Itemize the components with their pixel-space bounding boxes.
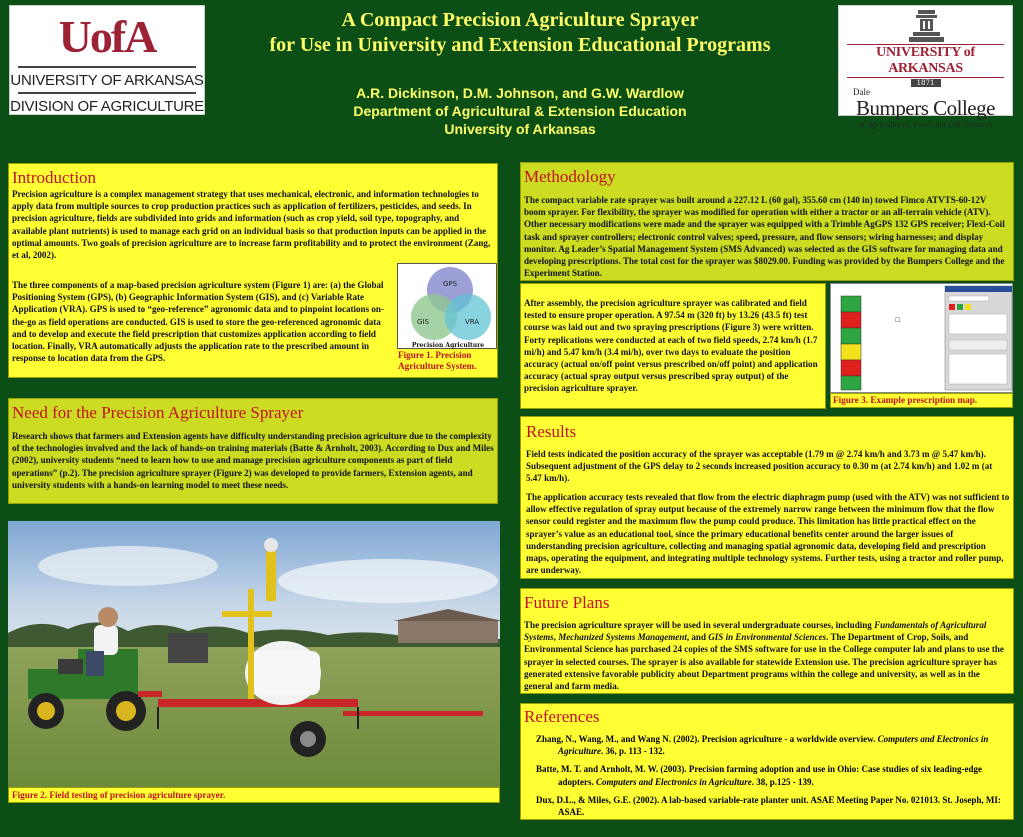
figure-3-prescription-map — [830, 283, 1013, 393]
vra-circle — [445, 294, 491, 340]
future-plans-paragraph — [524, 619, 1010, 692]
college-subtitle: of Agricultural, Food and Life Sciences — [858, 119, 993, 129]
bumpers-university-text: UNIVERSITY of ARKANSAS — [847, 44, 1004, 78]
venn-title: Precision Agriculture — [411, 342, 485, 349]
bumpers-college-logo — [838, 5, 1013, 129]
logo-divider — [18, 66, 196, 68]
university-line: University of Arkansas — [444, 121, 596, 137]
college-name: Bumpers College — [856, 96, 995, 120]
results-paragraph-1: Field tests indicated the position accuracy of the sprayer was acceptable (1.79 m @ 2.74 km/h and 3.73 m @ 5.47 km/h). Subsequent adjustment of the GPS delay to 2 seconds increased position accuracy to 0.30 m (at 2.74 km/h) and 1.02 m (at 5.47 km/h). — [526, 449, 993, 484]
logo-division-text: DIVISION OF AGRICULTURE — [10, 98, 204, 115]
reference-2 — [536, 763, 1008, 787]
references-heading: References — [524, 707, 600, 726]
introduction-heading: Introduction — [12, 168, 97, 187]
reference-1 — [536, 733, 1008, 757]
ref-2-authors: Batte, M. T. and Arnholt, M. W. (2003). Precision farming adoption and use in Ohio: Case studies of six leading-edge adopters. — [536, 764, 983, 787]
course-1: Fundamentals of Agricultural Systems — [524, 620, 987, 643]
poster-authors — [210, 84, 830, 138]
authors-line: A.R. Dickinson, D.M. Johnson, and G.W. Wardlow — [356, 85, 684, 101]
methodology-paragraph-2: After assembly, the precision agriculture sprayer was calibrated and field tested to ensure proper operation. A 97.54 m (320 ft) by 13.26 (43.5 ft) test course was laid out and two spraying prescriptions (Figure 3) were written. Forty replications were conducted at each of two field speeds, 2.74 km/h (1.7 mi/h) and 5.47 km/h (3.4 mi/h), over two days to evaluate the position accuracy (actual on/off point versus prescribed on/off point) and application accuracy (actual spray output versus prescribed spray output) of the precision agriculture sprayer. — [524, 298, 818, 394]
need-heading: Need for the Precision Agriculture Sprayer — [12, 403, 304, 422]
results-heading: Results — [526, 422, 577, 441]
course-2: Mechanized Systems Management — [558, 632, 687, 643]
methodology-paragraph-1: The compact variable rate sprayer was built around a 227.12 L (60 gal), 355.60 cm (140 in) towed Fimco ATVTS-60-12V boom sprayer. For flexibility, the sprayer was modified for operation with either a tractor or an all-terrain vehicle (ATV). Other necessary modifications were made and the sprayer was equipped with a Trimble AgGPS 132 GPS receiver; Flexi-Coil task and sprayer controllers; electronic control valves; speed, pressure, and flow sensors; wiring harnesses; and display monitor. Ag Leader’s Spatial Management System (SMS Advanced) was selected as the GIS software for managing data and developing prescriptions. The total cost for the sprayer was $8029.00. Funding was provided by the Bumpers College and the Experiment Station. — [524, 195, 1005, 279]
poster-title — [210, 8, 830, 58]
ref-2-journal: Computers and Electronics in Agriculture — [596, 776, 752, 787]
future-plans-heading: Future Plans — [524, 593, 610, 612]
need-paragraph: Research shows that farmers and Extension agents have difficulty understanding precision agriculture due to the complexity of the technologies involved and the lack of hands-on training materials (Batte & Arnholt, 2003). According to Dux and Miles (2002), university students “need to learn how to use and manage precision agriculture components as part of field operations” (p.2). The precision agriculture sprayer (Figure 2) was developed to provide farmers, Extension agents, and university students with a hands-on learning model to meet these needs. — [12, 431, 494, 490]
venn-label-gps: GPS — [442, 280, 458, 288]
course-3: GIS in Environmental Sciences — [708, 632, 827, 643]
old-main-tower-icon — [839, 6, 1014, 44]
svg-text:☐: ☐ — [895, 317, 901, 324]
venn-label-vra: VRA — [464, 318, 480, 326]
future-sep-2: , and — [686, 632, 709, 643]
uofa-logo-mark: UofA — [58, 11, 156, 62]
logo-divider — [18, 92, 196, 94]
introduction-paragraph-1: Precision agriculture is a complex management strategy that uses mechanical, electronic, and information technologies to apply data from multiple sources to crop production practices such as application of fertilizers, pesticides, and seeds. In precision agriculture, fields are subdivided into grids and information (such as crop yield, soil type, topography, and available plant nutrients) is used to manage each grid on an individual basis so that production inputs can be applied in the optimal amounts. Two goals of precision agriculture are to increase farm profitability and to protect the environment (Zang, et al, 2002). — [12, 189, 491, 261]
title-line-2: for Use in University and Extension Educational Programs — [269, 34, 771, 56]
results-paragraph-2: The application accuracy tests revealed that flow from the electric diaphragm pump (used with the ATV) was not sufficient to allow effective regulation of spray output because of the extremely narrow range between the minimum flow that the flow sensor could register and the maximum flow the pump could produce. This limitation has little practical effect on the sprayer’s value as an educational tool, since the primary educational benefits center around the larger issues of understanding precision agriculture, collecting and managing spatial agronomic data, developing field and prescription maps, operating the equipment, and integrating multiple technology systems. Further tests, using a tractor and roller pump, are underway. — [526, 492, 1010, 576]
ref-1-authors: Zhang, N., Wang, M., and Wang N. (2002). Precision agriculture - a worldwide overview. — [536, 734, 878, 744]
department-line: Department of Agricultural & Extension Education — [353, 103, 687, 119]
ref-1-volume: . 36, p. 113 - 132. — [601, 746, 665, 757]
uofa-division-logo — [9, 5, 205, 115]
ref-2-volume: . 38, p.125 - 139. — [751, 776, 814, 787]
founding-year: 1871 — [911, 79, 941, 87]
methodology-heading: Methodology — [524, 167, 616, 186]
introduction-paragraph-2: The three components of a map-based precision agriculture system (Figure 1) are: (a) the Global Positioning System (GPS), (b) Geographic Information System (GIS), and (c) Variable Rate Application (VRA). GPS is used to “geo-reference” agronomic data and to pinpoint locations on-the-go as field operations are conducted. GIS is used to store the geo-referenced agronomic data and to develop and execute the field prescription that customizes application according to field location. Finally, VRA automatically adjusts the application rate to the prescribed amount in response to location data from the GPS. — [12, 280, 384, 364]
ref-1-journal: Computers and Electronics in Agriculture — [558, 734, 989, 757]
figure-2-caption: Figure 2. Field testing of precision agriculture sprayer. — [12, 790, 226, 800]
future-text-start: The precision agriculture sprayer will be used in several undergraduate courses, including — [524, 620, 875, 630]
figure-1-caption: Figure 1. Precision Agriculture System. — [398, 350, 477, 371]
logo-university-text: UNIVERSITY OF ARKANSAS — [10, 72, 204, 89]
venn-label-gis: GIS — [417, 318, 429, 326]
future-text-end: . The Department of Crop, Soils, and Environmental Science has purchased 24 copies of the SMS software for use in the College computer lab and plans to use the sprayer in selected courses. The sprayer is also available for statewide Extension use. The precision agriculture sprayer has generated extensive favorable publicity about Department programs within the college and university, as well as in the general and farm media. — [524, 632, 1004, 692]
figure-2-field-photo — [8, 521, 500, 787]
college-line-dale: Dale — [853, 87, 870, 97]
figure-3-caption: Figure 3. Example prescription map. — [833, 395, 978, 405]
title-line-1: A Compact Precision Agriculture Sprayer — [341, 9, 699, 31]
figure-1-venn-diagram — [397, 263, 497, 349]
future-sep-1: , — [553, 632, 559, 643]
reference-3: Dux, D.L., & Miles, G.E. (2002). A lab-based variable-rate planter unit. ASAE Meeting Paper No. 021013. St. Joseph, MI: ASAE. — [536, 794, 1001, 818]
references-list — [536, 733, 1008, 824]
